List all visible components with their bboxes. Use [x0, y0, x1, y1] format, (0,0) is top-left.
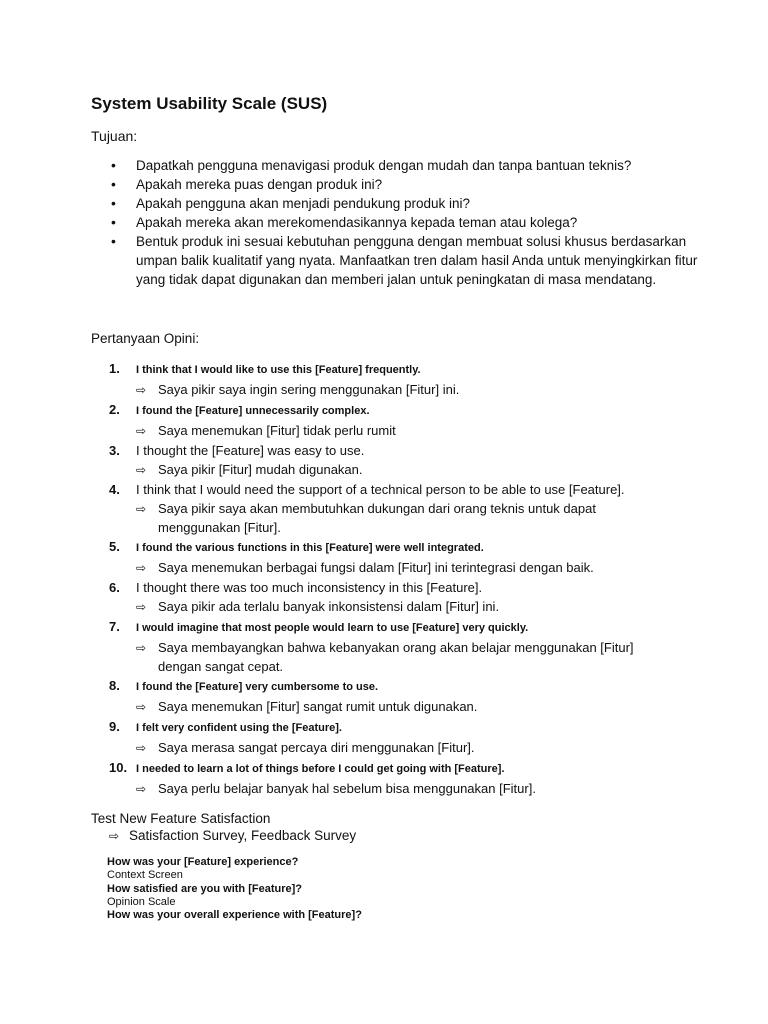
question-id: Saya perlu belajar banyak hal sebelum bisa menggunakan [Fitur]. [158, 781, 536, 796]
question-item [109, 758, 679, 799]
goal-label: Tujuan: [91, 128, 138, 144]
question-id: Saya menemukan berbagai fungsi dalam [Fitur] ini terintegrasi dengan baik. [158, 560, 594, 575]
question-item [109, 676, 679, 717]
question-number: 5. [109, 539, 120, 554]
opinion-label: Pertanyaan Opini: [91, 331, 200, 346]
arrow-right-icon: ⇨ [136, 641, 147, 655]
arrow-right-icon: ⇨ [136, 463, 147, 477]
test-sub-text: Satisfaction Survey, Feedback Survey [129, 828, 357, 843]
document-title: System Usability Scale (SUS) [91, 94, 328, 113]
goal-item [111, 156, 701, 175]
question-en: I found the various functions in this [Feature] were well integrated. [136, 542, 484, 554]
question-number: 6. [109, 580, 120, 595]
question-number: 10. [109, 760, 128, 775]
arrow-right-icon: ⇨ [136, 424, 147, 438]
question-en: I found the [Feature] unnecessarily complex. [136, 405, 370, 417]
question-number: 4. [109, 482, 120, 497]
goal-item [111, 213, 701, 232]
arrow-right-icon: ⇨ [109, 829, 120, 843]
question-en: I thought there was too much inconsistency in this [Feature]. [136, 580, 483, 595]
bullet-icon: • [111, 176, 116, 192]
question-item [109, 578, 679, 617]
goal-text: Bentuk produk ini sesuai kebutuhan pengguna dengan membuat solusi khusus berdasarkan umpan balik kualitatif yang nyata. Manfaatkan tren dalam hasil Anda untuk menyingkirkan fitur yang tidak dapat digunakan dan memberi jalan untuk peningkatan di masa mendatang. [136, 234, 698, 287]
arrow-right-icon: ⇨ [136, 561, 147, 575]
arrow-right-icon: ⇨ [136, 700, 147, 714]
question-number: 1. [109, 361, 120, 376]
question-list [109, 359, 679, 799]
question-number: 9. [109, 719, 120, 734]
question-number: 3. [109, 443, 120, 458]
question-item [109, 400, 679, 441]
question-number: 8. [109, 678, 120, 693]
arrow-right-icon: ⇨ [136, 741, 147, 755]
question-en: I would imagine that most people would learn to use [Feature] very quickly. [136, 622, 529, 634]
arrow-right-icon: ⇨ [136, 383, 147, 397]
arrow-right-icon: ⇨ [136, 502, 147, 516]
survey-question: How satisfied are you with [Feature]? [107, 882, 302, 895]
arrow-right-icon: ⇨ [136, 600, 147, 614]
survey-question: How was your [Feature] experience? [107, 856, 299, 868]
bullet-icon: • [111, 157, 116, 173]
question-item [109, 480, 679, 537]
survey-question: How was your overall experience with [Feature]? [107, 909, 362, 922]
goal-list [111, 156, 701, 289]
question-number: 2. [109, 402, 120, 417]
question-item [109, 537, 679, 578]
bullet-icon: • [111, 214, 116, 230]
test-subtitle [109, 828, 356, 843]
goal-text: Apakah mereka puas dengan produk ini? [136, 177, 383, 192]
survey-list [107, 856, 507, 922]
question-en: I felt very confident using the [Feature]. [136, 722, 342, 734]
question-item [109, 717, 679, 758]
question-id: Saya pikir [Fitur] mudah digunakan. [158, 462, 363, 477]
bullet-icon: • [111, 195, 116, 211]
goal-item [111, 194, 701, 213]
question-id: Saya membayangkan bahwa kebanyakan orang akan belajar menggunakan [Fitur] dengan sangat cepat. [158, 640, 634, 674]
question-en: I needed to learn a lot of things before I could get going with [Feature]. [136, 763, 505, 775]
bullet-icon: • [111, 233, 116, 249]
question-item [109, 617, 679, 676]
arrow-right-icon: ⇨ [136, 782, 147, 796]
question-id: Saya menemukan [Fitur] sangat rumit untuk digunakan. [158, 699, 478, 714]
goal-item [111, 175, 701, 194]
question-item [109, 441, 679, 480]
question-en: I found the [Feature] very cumbersome to use. [136, 681, 379, 693]
goal-item [111, 232, 701, 289]
question-id: Saya pikir saya akan membutuhkan dukungan dari orang teknis untuk dapat menggunakan [Fitur]. [158, 501, 596, 535]
question-item [109, 359, 679, 400]
question-number: 7. [109, 619, 120, 634]
question-id: Saya pikir ada terlalu banyak inkonsistensi dalam [Fitur] ini. [158, 599, 500, 614]
question-id: Saya menemukan [Fitur] tidak perlu rumit [158, 423, 396, 438]
survey-screen-type: Context Screen [107, 869, 183, 882]
question-en: I think that I would need the support of a technical person to be able to use [Feature]. [136, 482, 625, 497]
goal-text: Dapatkah pengguna menavigasi produk dengan mudah dan tanpa bantuan teknis? [136, 158, 632, 173]
goal-text: Apakah mereka akan merekomendasikannya kepada teman atau kolega? [136, 215, 578, 230]
question-en: I think that I would like to use this [Feature] frequently. [136, 364, 421, 376]
goal-text: Apakah pengguna akan menjadi pendukung produk ini? [136, 196, 471, 211]
question-en: I thought the [Feature] was easy to use. [136, 443, 365, 458]
question-id: Saya merasa sangat percaya diri menggunakan [Fitur]. [158, 740, 475, 755]
survey-screen-type: Opinion Scale [107, 895, 176, 908]
question-id: Saya pikir saya ingin sering menggunakan [Fitur] ini. [158, 382, 460, 397]
test-label: Test New Feature Satisfaction [91, 811, 271, 826]
